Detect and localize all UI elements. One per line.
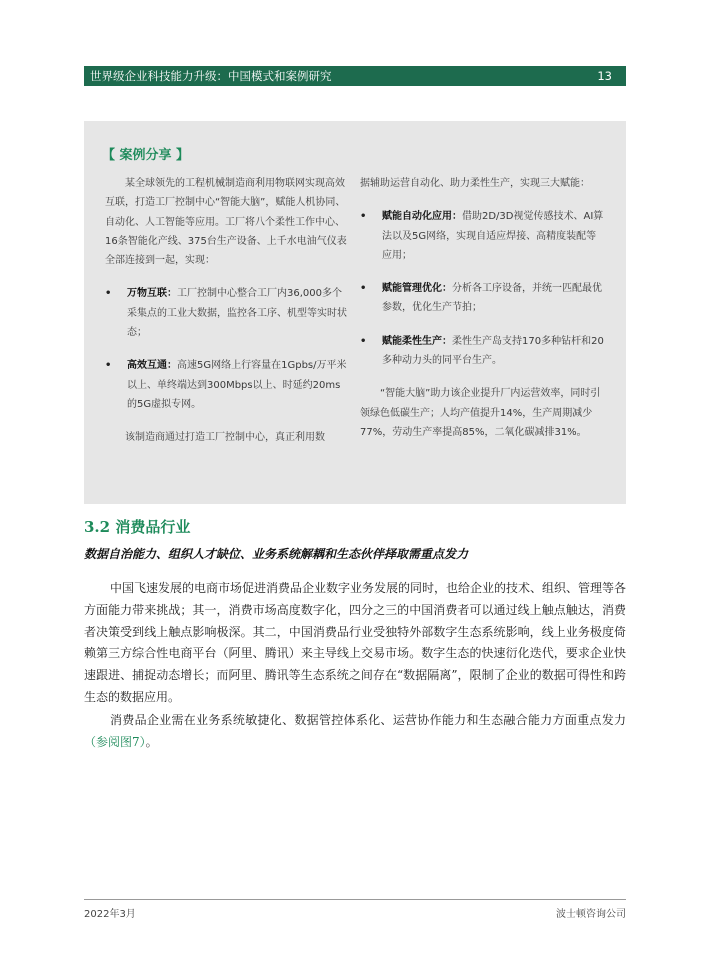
page-number: 13 bbox=[597, 69, 612, 83]
case-right-opening: 据辅助运营自动化、助力柔性生产，实现三大赋能： bbox=[360, 178, 590, 189]
header-bar bbox=[84, 66, 626, 86]
footer-divider bbox=[84, 899, 626, 900]
footer-company: 波士顿咨询公司 bbox=[556, 909, 626, 920]
bullet-dot-icon: • bbox=[360, 335, 367, 347]
case-study-title: 【 案例分享 】 bbox=[102, 148, 190, 163]
bullet-dot-icon: • bbox=[105, 360, 112, 372]
bullet-title: 高效互通： bbox=[127, 360, 177, 372]
bullet-dot-icon: • bbox=[360, 283, 367, 295]
bullet-item bbox=[360, 332, 605, 371]
body-paragraph-2-text: 消费品企业需在业务系统敏捷化、数据管控体系化、运营协作能力和生态融合能力方面重点发力 bbox=[110, 713, 626, 727]
case-left-closing: 该制造商通过打造工厂控制中心，真正利用数 bbox=[125, 432, 325, 444]
bullet-text: 柔性生产岛支持170多种钻杆和20多种动力头的同平台生产。 bbox=[382, 335, 604, 367]
bullet-text: 工厂控制中心整合工厂内36,000多个采集点的工业大数据，监控各工序、机型等实时状态； bbox=[127, 288, 347, 339]
bullet-title: 赋能自动化应用： bbox=[382, 211, 462, 223]
bullet-title: 赋能柔性生产： bbox=[382, 335, 452, 347]
bullet-item bbox=[360, 207, 605, 265]
section-subheading: 数据自治能力、组织人才缺位、业务系统解耦和生态伙伴择取需重点发力 bbox=[84, 547, 469, 561]
body-paragraph-2-end: 。 bbox=[145, 734, 158, 749]
figure-reference-link[interactable]: （参阅图7） bbox=[84, 734, 146, 749]
bullet-item bbox=[360, 279, 605, 318]
bullet-text: 高速5G网络上行容量在1Gpbs/万平米以上、单终端达到300Mbps以上、时延约20ms的5G虚拟专网。 bbox=[127, 360, 347, 410]
case-column-left bbox=[105, 174, 350, 448]
section-heading: 3.2 消费品行业 bbox=[84, 518, 191, 536]
bullet-item bbox=[105, 356, 350, 414]
case-intro: 某全球领先的工程机械制造商利用物联网实现高效互联，打造工厂控制中心“智能大脑”，赋能人机协同、自动化、人工智能等应用。工厂将八个柔性工作中心、16条智能化产线、375台生产设备、上千水电油气仪表全部连接到一起，实现： bbox=[105, 178, 347, 267]
bullet-title: 赋能管理优化： bbox=[382, 283, 452, 295]
case-study-box bbox=[84, 121, 626, 504]
footer-date: 2022年3月 bbox=[84, 909, 136, 920]
body-paragraph-1: 中国飞速发展的电商市场促进消费品企业数字业务发展的同时，也给企业的技术、组织、管理等各方面能力带来挑战；其一，消费市场高度数字化，四分之三的中国消费者可以通过线上触点触达，消费者决策受到线上触点影响极深。其二，中国消费品行业受独特外部数字生态系统影响，线上业务极度倚赖第三方综合性电商平台（阿里、腾讯）来主导线上交易市场。数字生态的快速衍化迭代，要求企业快速跟进、捕捉动态增长；而阿里、腾讯等生态系统之间存在“数据隔离”，限制了企业的数据可得性和跨生态的数据应用。 bbox=[84, 581, 627, 704]
case-right-closing: “智能大脑”助力该企业提升厂内运营效率，同时引领绿色低碳生产；人均产值提升14%，生产周期减少77%，劳动生产率提高85%，二氧化碳减排31%。 bbox=[360, 388, 601, 438]
case-column-right bbox=[360, 174, 605, 442]
bullet-text: 分析各工序设备，并统一匹配最优参数，优化生产节拍； bbox=[382, 283, 602, 314]
body-paragraph-2 bbox=[84, 710, 626, 754]
bullet-item bbox=[105, 284, 350, 342]
bullet-text: 借助2D/3D视觉传感技术、AI算法以及5G网络，实现自适应焊接、高精度装配等应用； bbox=[382, 211, 604, 261]
bullet-title: 万物互联： bbox=[127, 288, 177, 300]
header-title: 世界级企业科技能力升级：中国模式和案例研究 bbox=[90, 69, 332, 83]
bullet-dot-icon: • bbox=[105, 288, 112, 300]
bullet-dot-icon: • bbox=[360, 211, 367, 223]
